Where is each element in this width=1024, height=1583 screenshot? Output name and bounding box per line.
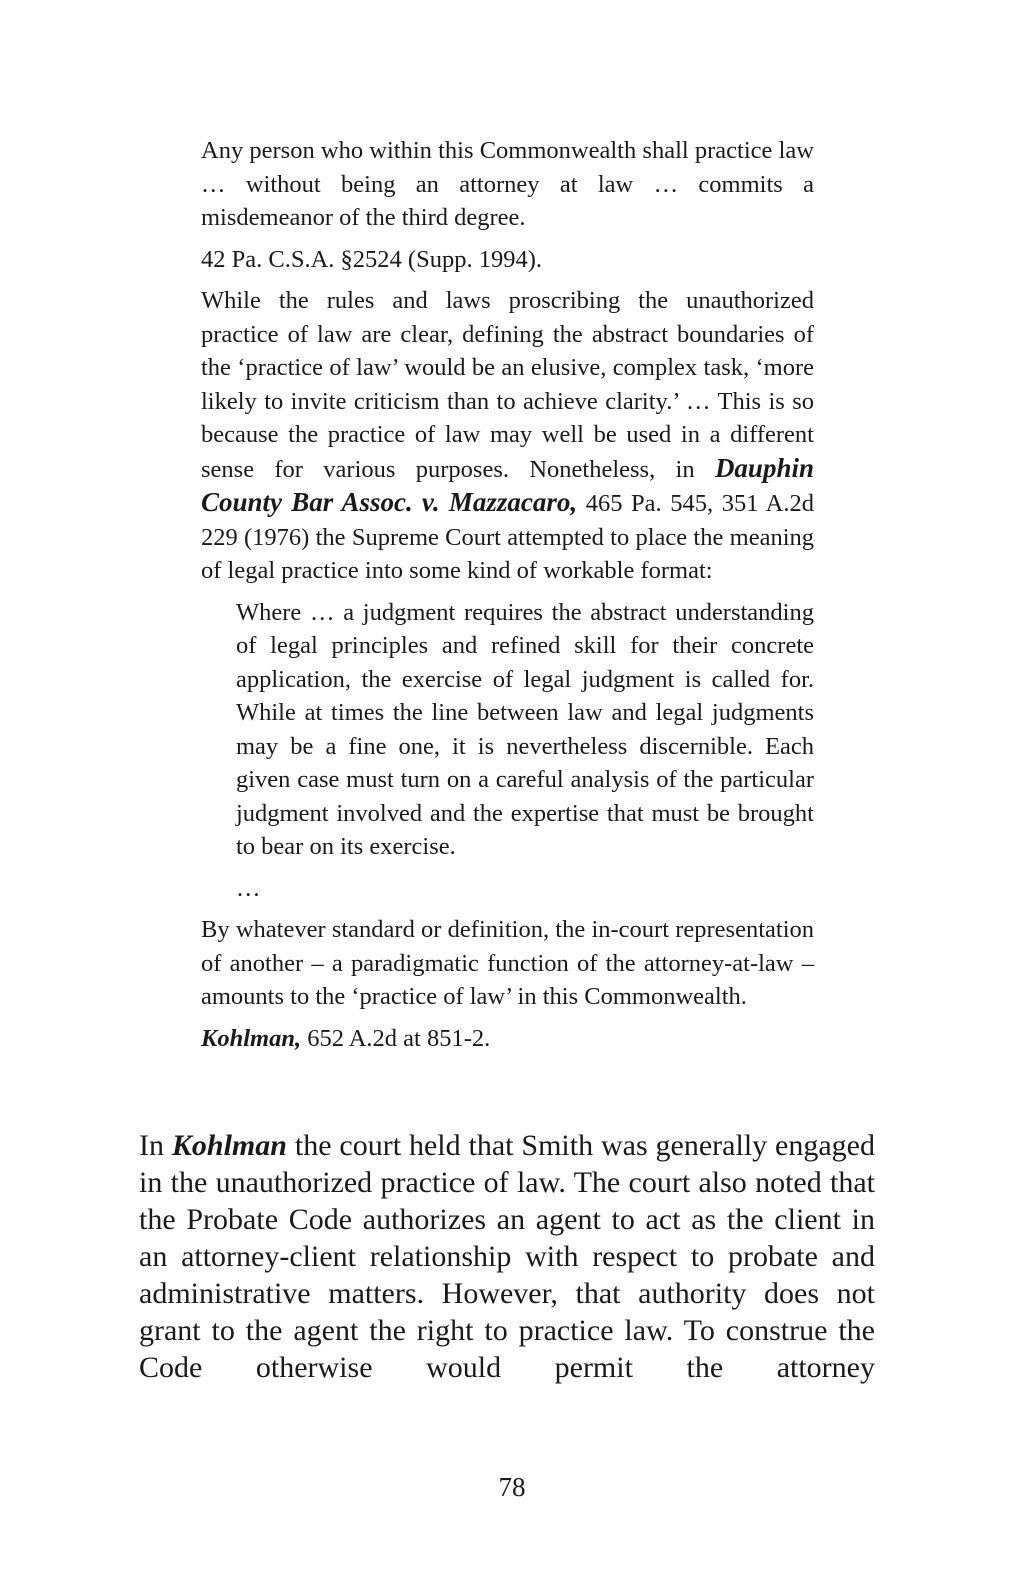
page-number: 78 [498, 1472, 526, 1502]
ellipsis: … [236, 874, 261, 902]
kohlman-citation [201, 1022, 814, 1056]
quoted-paragraph-text-start: While the rules and laws proscribing the unauthorized practice of law are clear, defining the abstract boundaries of the ‘practice of law’ would be an elusive, complex task, ‘more likely to invite criticism than to achieve clarity.’ … This is so because the practice of law may well be used in a different sense for various purposes. Nonetheless, in [201, 287, 814, 483]
statute-citation: 42 Pa. C.S.A. §2524 (Supp. 1994). [201, 245, 542, 273]
body-text: the court held that Smith was generally engaged in the unauthorized practice of law. The court also noted that the Probate Code authorizes an agent to act as the client in an attorney-client relationship with respect to probate and administrative matters. However, that authority does not grant to the agent the right to practice law. To construe the Code otherwise would permit the attorney [139, 1129, 876, 1384]
quoted-paragraph-practice-of-law [201, 284, 814, 588]
nested-quotation: Where … a judgment requires the abstract understanding of legal principles and refined skill for their concrete application, the exercise of legal judgment is called for. While at times the line between law and legal judgments may be a fine one, it is nevertheless discernible. Each given case must turn on a careful analysis of the particular judgment involved and the expertise that must be brought to bear on its exercise. [236, 598, 814, 860]
body-paragraph [139, 1127, 875, 1386]
body-intro: In [139, 1129, 172, 1162]
citation-reference: 652 A.2d at 851-2. [301, 1024, 491, 1052]
body-case-name: Kohlman [171, 1129, 287, 1162]
statute-quote: Any person who within this Commonwealth shall practice law … without being an attorney at law … commits a misdemeanor of the third degree. [201, 137, 814, 231]
case-name-dauphin: Dauphin County Bar Assoc. v. Mazzacaro, [201, 452, 814, 517]
quoted-paragraph-in-court: By whatever standard or definition, the in-court representation of another – a paradigmatic function of the attorney-at-law – amounts to the ‘practice of law’ in this Commonwealth. [201, 916, 814, 1010]
block-quotation [201, 134, 814, 1055]
quoted-paragraph-text-end: 465 Pa. 545, 351 A.2d 229 (1976) the Supreme Court attempted to place the meaning of legal practice into some kind of workable format: [201, 490, 814, 584]
citation-case-name: Kohlman, [201, 1024, 302, 1052]
